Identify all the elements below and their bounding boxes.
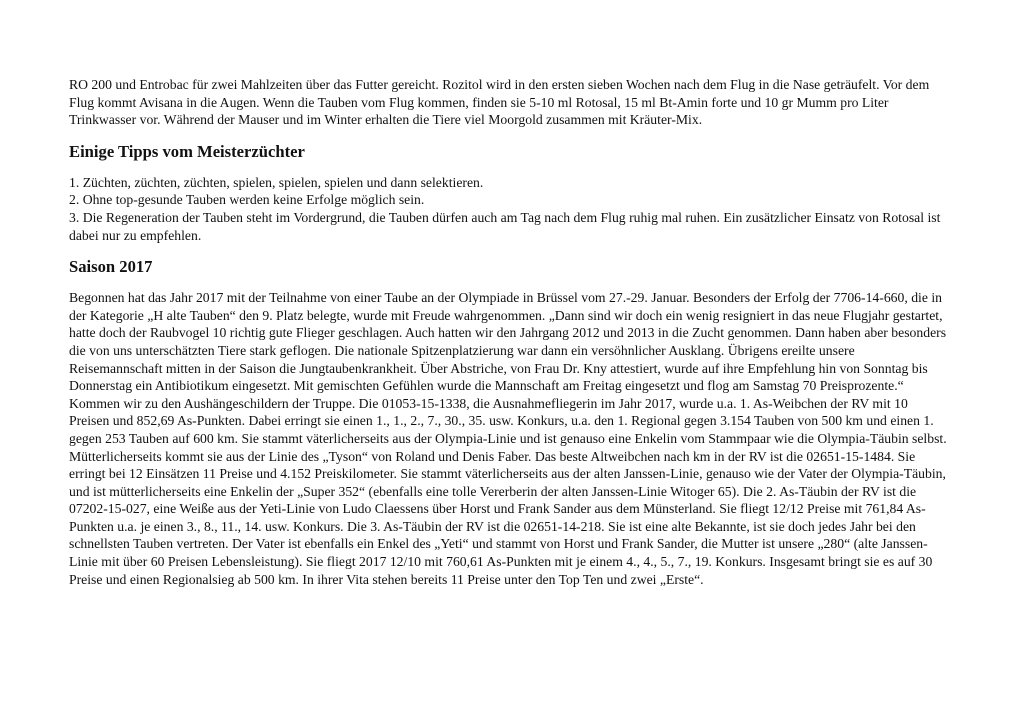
intro-paragraph: RO 200 und Entrobac für zwei Mahlzeiten über das Futter gereicht. Rozitol wird in den ersten sieben Wochen nach dem Flug in die Nase geträufelt. Vor dem Flug kommt Avisana in die Augen. Wenn die Tauben vom Flug kommen, finden sie 5-10 ml Rotosal, 15 ml Bt-Amin forte und 10 gr Mumm pro Liter Trinkwasser vor. Während der Mauser und im Winter erhalten die Tiere viel Moorgold zusammen mit Kräuter-Mix. [69, 77, 930, 128]
tips-list [69, 174, 949, 244]
tip-item: 3. Die Regeneration der Tauben steht im Vordergrund, die Tauben dürfen auch am Tag nach dem Flug ruhig mal ruhen. Ein zusätzlicher Einsatz von Rotosal ist dabei nur zu empfehlen. [69, 209, 941, 243]
document-body [69, 76, 949, 588]
season-heading: Saison 2017 [69, 257, 153, 277]
season-paragraph: Begonnen hat das Jahr 2017 mit der Teilnahme von einer Taube an der Olympiade in Brüssel vom 27.-29. Januar. Besonders der Erfolg der 7706-14-660, die in der Kategorie „H alte Tauben“ den 9. Platz belegte, wurde mit Freude wahrgenommen. „Dann sind wir doch ein wenig resigniert in das neue Flugjahr gestartet, hatte doch der Raubvogel 10 richtig gute Flieger geschlagen. Auch hatten wir den Jahrgang 2012 und 2013 in die Zucht genommen. Dann haben aber besonders die von uns unterschätzten Tiere stark geflogen. Die nationale Spitzenplatzierung war dann ein versöhnlicher Ausklang. Übrigens ereilte unsere Reisemannschaft mitten in der Saison die Jungtaubenkrankheit. Über Abstriche, von Frau Dr. Kny attestiert, wurde auf ihre Empfehlung hin von Sonntag bis Donnerstag ein Antibiotikum eingesetzt. Mit gemischten Gefühlen wurde die Mannschaft am Freitag eingesetzt und flog am Samstag 70 Preisprozente.“ Kommen wir zu den Aushängeschildern der Truppe. Die 01053-15-1338, die Ausnahmefliegerin im Jahr 2017, wurde u.a. 1. As-Weibchen der RV mit 10 Preisen und 852,69 As-Punkten. Dabei erringt sie einen 1., 1., 2., 7., 30., 35. usw. Konkurs, u.a. den 1. Regional gegen 3.154 Tauben von 500 km und einen 1. gegen 253 Tauben auf 600 km. Sie stammt väterlicherseits aus der Olympia-Linie und ist genauso eine Enkelin vom Stammpaar wie die Olympia-Täubin selbst. Mütterlicherseits kommt sie aus der Linie des „Tyson“ von Roland und Denis Faber. Das beste Altweibchen nach km in der RV ist die 02651-15-1484. Sie erringt bei 12 Einsätzen 11 Preise und 4.152 Preiskilometer. Sie stammt väterlicherseits aus der alten Janssen-Linie, genauso wie der Vater der Olympia-Täubin, und ist mütterlicherseits eine Enkelin der „Super 352“ (ebenfalls eine tolle Vererberin der alten Janssen-Linie Witoger 65). Die 2. As-Täubin der RV ist die 07202-15-027, eine Weiße aus der Yeti-Linie von Ludo Claessens über Horst und Frank Sander aus dem Münsterland. Sie fliegt 12/12 Preise mit 761,84 As-Punkten u.a. je einen 3., 8., 11., 14. usw. Konkurs. Die 3. As-Täubin der RV ist die 02651-14-218. Sie ist eine alte Bekannte, ist sie doch jedes Jahr bei den schnellsten Tauben vertreten. Der Vater ist ebenfalls ein Enkel des „Yeti“ und stammt von Horst und Frank Sander, die Mutter ist unsere „280“ (alte Janssen-Linie mit über 60 Preisen Lebensleistung). Sie fliegt 2017 12/10 mit 760,61 As-Punkten mit je einem 4., 4., 5., 7., 19. Konkurs. Insgesamt bringt sie es auf 30 Preise und einen Regionalsieg ab 500 km. In ihrer Vita stehen bereits 11 Preise unter den Top Ten und zwei „Erste“. [69, 290, 947, 587]
tip-item: 2. Ohne top-gesunde Tauben werden keine Erfolge möglich sein. [69, 192, 425, 208]
tip-item: 1. Züchten, züchten, züchten, spielen, spielen, spielen und dann selektieren. [69, 174, 484, 190]
tips-heading: Einige Tipps vom Meisterzüchter [69, 141, 305, 161]
